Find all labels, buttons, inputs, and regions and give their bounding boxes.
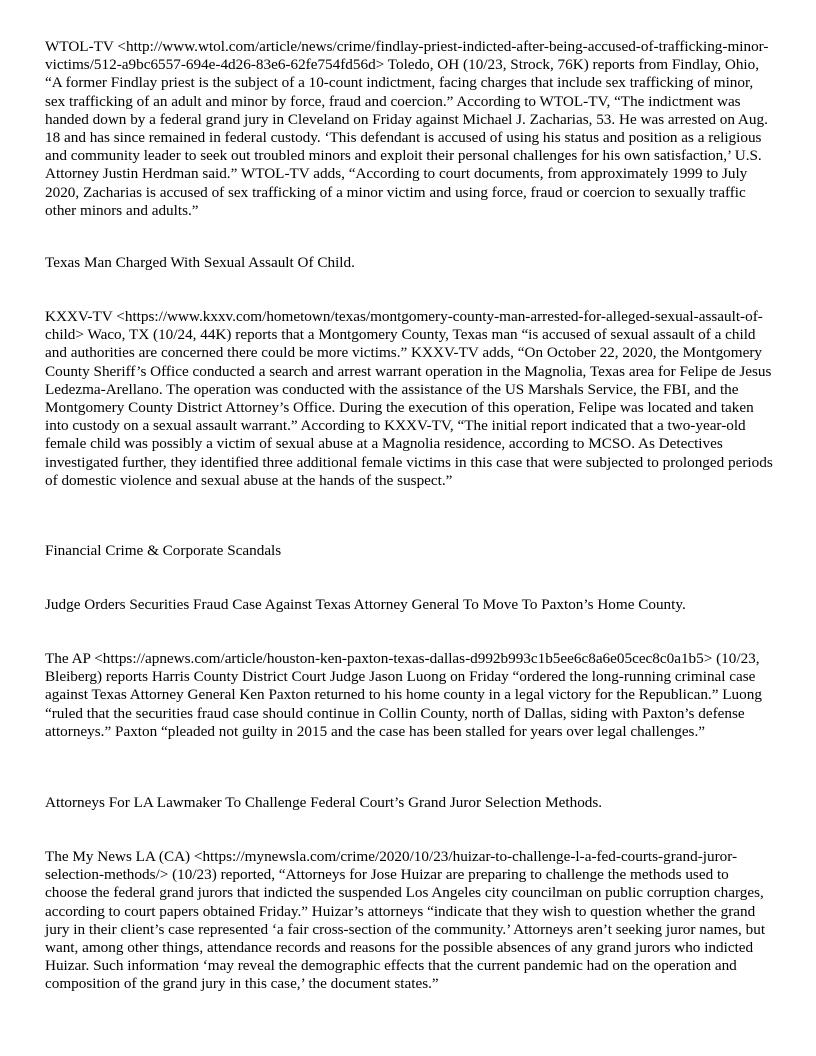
headline-texas-man: Texas Man Charged With Sexual Assault Of Child. <box>45 254 355 271</box>
headline-paxton: Judge Orders Securities Fraud Case Against Texas Attorney General To Move To Paxton’s Home County. <box>45 596 686 613</box>
article-wtol-paragraph: WTOL-TV <http://www.wtol.com/article/news/crime/findlay-priest-indicted-after-being-accused-of-trafficking-minor-victims/512-a9bc6557-694e-4d26-83e6-62fe754fd56d> Toledo, OH (10/23, Strock, 76K) reports from Findlay, Ohio, “A former Findlay priest is the subject of a 10-count indictment, facing charges that include sex trafficking of minor, sex trafficking of an adult and minor by force, fraud and coercion.” According to WTOL-TV, “The indictment was handed down by a federal grand jury in Cleveland on Friday against Michael J. Zacharias, 53. He was arrested on Aug. 18 and has since remained in federal custody. ‘This defendant is accused of using his status and position as a religious and community leader to seek out troubled minors and exploit their personal challenges for his own satisfaction,’ U.S. Attorney Justin Herdman said.” WTOL-TV adds, “According to court documents, from approximately 1999 to July 2020, Zacharias is accused of sex trafficking of a minor victim and using force, fraud or coercion to sexually traffic other minors and adults.” <box>45 38 769 219</box>
article-mynews-paragraph: The My News LA (CA) <https://mynewsla.com/crime/2020/10/23/huizar-to-challenge-l-a-fed-courts-grand-juror-selection-methods/> (10/23) reported, “Attorneys for Jose Huizar are preparing to challenge the methods used to choose the federal grand jurors that indicted the suspended Los Angeles city councilman on public corruption charges, according to court papers obtained Friday.” Huizar’s attorneys “indicate that they wish to question whether the grand jury in their client’s case represented ‘a fair cross-section of the community.’ Attorneys aren’t seeking juror names, but want, among other things, attendance records and reasons for the possible absences of any grand jurors who indicted Huizar. Such information ‘may reveal the demographic effects that the current pandemic had on the operation and composition of the grand jury in this case,’ the document states.” <box>45 848 766 993</box>
headline-huizar: Attorneys For LA Lawmaker To Challenge Federal Court’s Grand Juror Selection Methods. <box>45 794 603 811</box>
article-kxxv-paragraph: KXXV-TV <https://www.kxxv.com/hometown/texas/montgomery-county-man-arrested-for-alleged-sexual-assault-of-child> Waco, TX (10/24, 44K) reports that a Montgomery County, Texas man “is accused of sexual assault of a child and authorities are concerned there could be more victims.” KXXV-TV adds, “On October 22, 2020, the Montgomery County Sheriff’s Office conducted a search and arrest warrant operation in the Magnolia, Texas area for Felipe de Jesus Ledezma-Arellano. The operation was conducted with the assistance of the US Marshals Service, the FBI, and the Montgomery County District Attorney’s Office. During the execution of this operation, Felipe was located and taken into custody on a sexual assault warrant.” According to KXXV-TV, “The initial report indicated that a two-year-old female child was possibly a victim of sexual abuse at a Magnolia residence, according to MCSO. As Detectives investigated further, they identified three additional female victims in this case that were subjected to prolonged periods of domestic violence and sexual abuse at the hands of the suspect.” <box>45 308 773 489</box>
section-financial-crime: Financial Crime & Corporate Scandals <box>45 542 282 559</box>
article-ap-paragraph: The AP <https://apnews.com/article/houston-ken-paxton-texas-dallas-d992b993c1b5ee6c8a6e05cec8c0a1b5> (10/23, Bleiberg) reports Harris County District Court Judge Jason Luong on Friday “ordered the long-running criminal case against Texas Attorney General Ken Paxton returned to his home county in a legal victory for the Republican.” Luong “ruled that the securities fraud case should continue in Collin County, north of Dallas, siding with Paxton’s defense attorneys.” Paxton “pleaded not guilty in 2015 and the case has been stalled for years over legal challenges.” <box>45 650 762 740</box>
